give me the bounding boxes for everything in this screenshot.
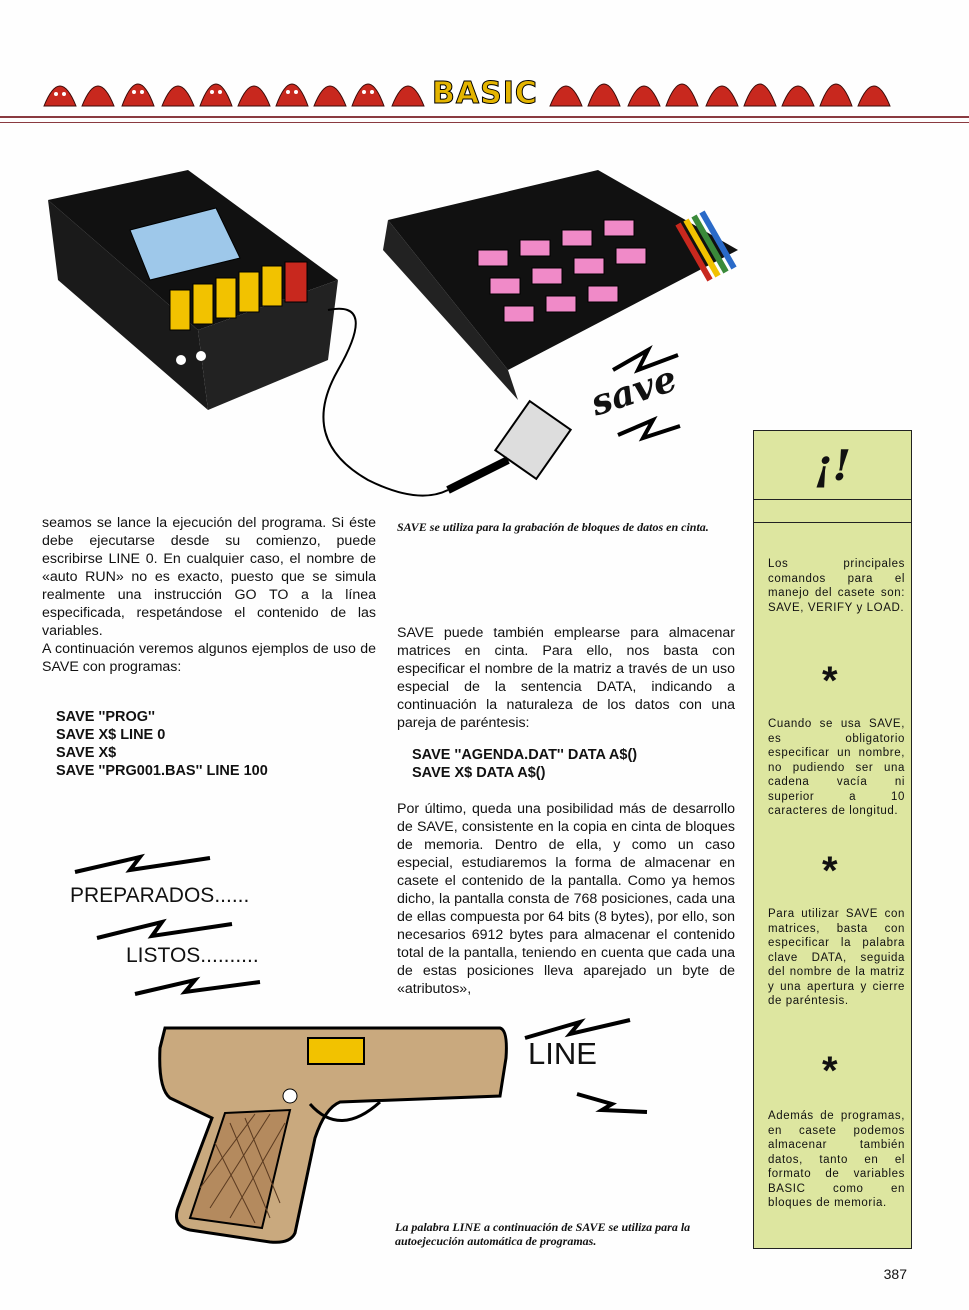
header-invaders-left	[42, 78, 427, 115]
page-number: 387	[883, 1266, 907, 1282]
right-code-block	[412, 746, 637, 782]
header-invaders-right	[548, 78, 928, 115]
basic-logo	[432, 76, 538, 111]
code-line: SAVE X$ LINE 0	[56, 727, 166, 743]
sidebar-note-4: Además de programas, en casete podemos almacenar también datos, tanto en el formato de variables BASIC como en bloques de memoria.	[768, 1110, 905, 1209]
sidebar-note-3: Para utilizar SAVE con matrices, basta con especificar la palabra clave DATA, seguida del nombre de la matriz y una apertura y cierre de paréntesis.	[768, 908, 905, 1007]
save-word: save	[585, 357, 682, 425]
sidebar-divider	[754, 500, 911, 523]
sidebar-note-2: Cuando se usa SAVE, es obligatorio especificar un nombre, no pudiendo ser una cadena vacía ni superior a 10 caracteres de longitud.	[768, 718, 905, 817]
preparados-text: PREPARADOS......	[70, 884, 250, 907]
left-para-2: A continuación veremos algunos ejemplos de uso de SAVE con programas:	[42, 641, 376, 675]
pistol-illustration	[150, 1018, 510, 1253]
header-rule-bottom	[0, 122, 969, 123]
left-para-1: seamos se lance la ejecución del programa. Si éste debe ejecutarse desde su comienzo, puede escribirse LINE 0. En cualquier caso, el nombre de «auto RUN» no es exacto, puesto que se simula realmente una instrucción GO TO a la línea especificada, respetándose el contenido de las variables.	[42, 515, 376, 639]
sidebar-heading: ¡!	[754, 431, 911, 500]
code-line: SAVE ''AGENDA.DAT'' DATA A$()	[412, 747, 638, 763]
sidebar-note-1: Los principales comandos para el manejo del casete son: SAVE, VERIFY y LOAD.	[768, 558, 905, 614]
right-para-2: Por último, queda una posibilidad más de desarrollo de SAVE, consistente en la copia en cinta de bloques de memoria. Dentro de ella, y como un caso especial, estudiaremos la forma de almacenar en casete el contenido de la pantalla. Como ya hemos dicho, la pantalla consta de 768 posiciones, cada una de ellas compuesta por 64 bits (8 bytes), por ello, son necesarios 6912 bytes para almacenar el contenido total de la pantalla, teniendo en cuenta que cada una de estas posiciones lleva aparejado un byte de «atributos»,	[397, 801, 735, 997]
fire-bolt	[130, 972, 270, 1007]
code-line: SAVE X$ DATA A$()	[412, 765, 546, 781]
caption-bottom: La palabra LINE a continuación de SAVE se utiliza para la autoejecución automática de programas.	[395, 1220, 691, 1248]
caption-top: SAVE se utiliza para la grabación de bloques de datos en cinta.	[397, 520, 709, 534]
asterisk-icon: *	[822, 849, 838, 893]
left-column	[42, 514, 376, 676]
header-rule-top	[0, 116, 969, 118]
listos-text: LISTOS..........	[126, 944, 259, 967]
code-line: SAVE ''PRG001.BAS'' LINE 100	[56, 763, 268, 779]
asterisk-icon: *	[822, 659, 838, 703]
code-line: SAVE ''PROG''	[56, 709, 155, 725]
sidebar-notes	[753, 430, 912, 1249]
preparados-bolt	[70, 852, 220, 887]
cassette-illustration	[38, 160, 768, 525]
left-code-block	[56, 708, 268, 780]
asterisk-icon: *	[822, 1049, 838, 1093]
line-word: LINE	[528, 1036, 597, 1071]
code-line: SAVE X$	[56, 745, 117, 761]
line-bolt-bottom	[572, 1086, 652, 1121]
right-para-1: SAVE puede también emplearse para almacenar matrices en cinta. Para ello, nos basta con especificar el nombre de la matriz a través de un uso especial de la sentencia DATA, indicando a continuación la naturaleza de los datos con una pareja de paréntesis:	[397, 625, 735, 731]
basic-logo-text: BASIC	[432, 76, 538, 111]
